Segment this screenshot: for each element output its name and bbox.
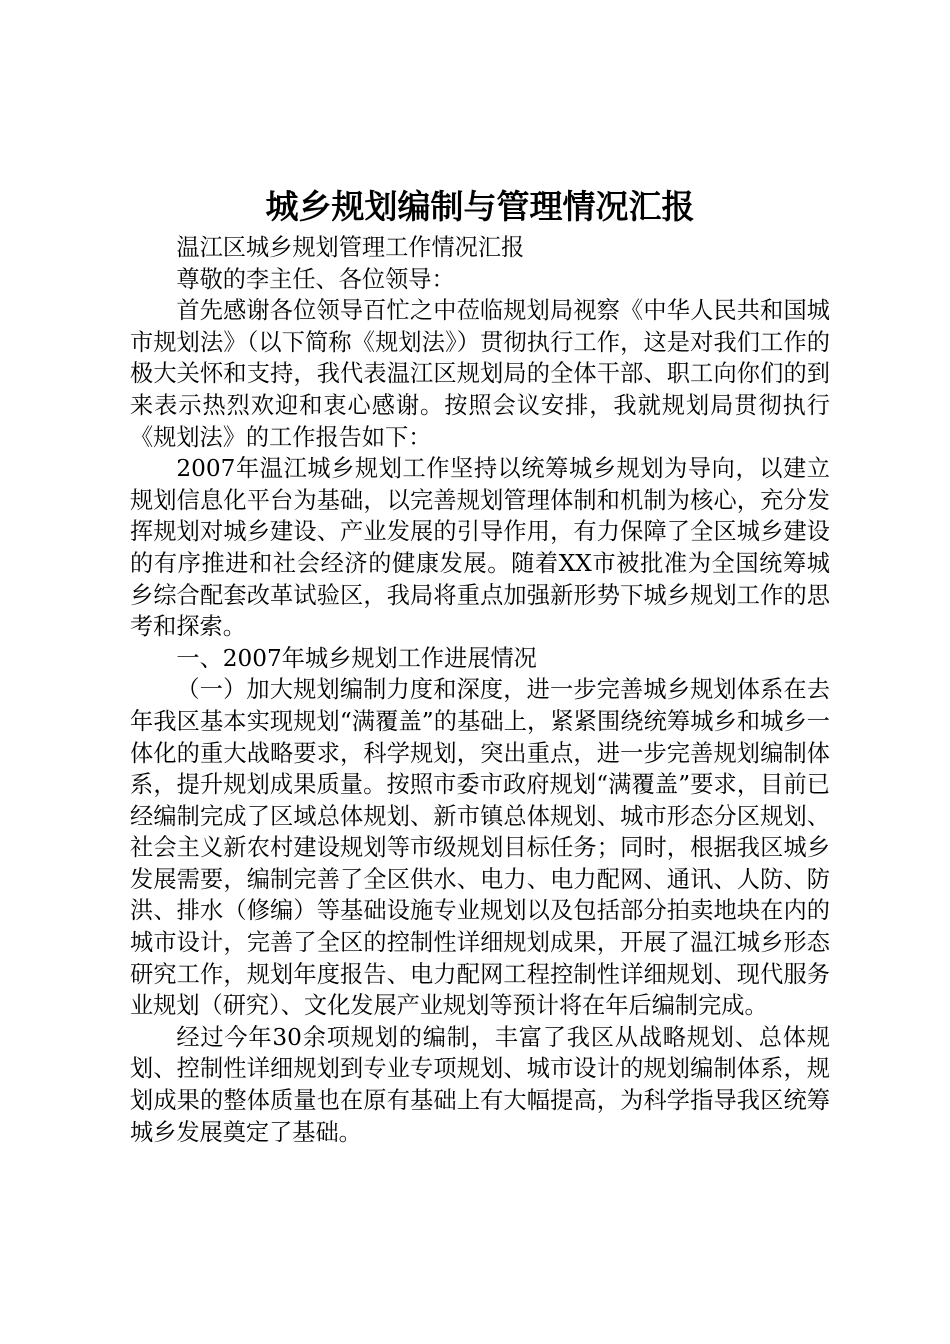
opening-paragraph: 首先感谢各位领导百忙之中莅临规划局视察《中华人民共和国城市规划法》（以下简称《规划法》）贯彻执行工作，这是对我们工作的极大关怀和支持，我代表温江区规划局的全体干部、职工向你们的到来表示热烈欢迎和衷心感谢。按照会议安排，我就规划局贯彻执行《规划法》的工作报告如下：: [130, 297, 830, 451]
subsection-paragraph-1: （一）加大规划编制力度和深度，进一步完善城乡规划体系在去年我区基本实现规划“满覆盖”的基础上，紧紧围绕统筹城乡和城乡一体化的重大战略要求，科学规划，突出重点，进一步完善规划编制体系，提升规划成果质量。按照市委市政府规划“满覆盖”要求，目前已经编制完成了区域总体规划、新市镇总体规划、城市形态分区规划、社会主义新农村建设规划等市级规划目标任务；同时，根据我区城乡发展需要，编制完善了全区供水、电力、电力配网、通讯、人防、防洪、排水（修编）等基础设施专业规划以及包括部分拍卖地块在内的城市设计，完善了全区的控制性详细规划成果，开展了温江城乡形态研究工作，规划年度报告、电力配网工程控制性详细规划、现代服务业规划（研究）、文化发展产业规划等预计将在年后编制完成。: [130, 676, 830, 1020]
document-body: [130, 232, 830, 1148]
document-title: 城乡规划编制与管理情况汇报: [265, 187, 695, 226]
section-heading-1: 一、2007年城乡规划工作进展情况: [176, 644, 537, 672]
summary-paragraph: 经过今年30余项规划的编制，丰富了我区从战略规划、总体规划、控制性详细规划到专业专项规划、城市设计的规划编制体系，规划成果的整体质量也在原有基础上有大幅提高，为科学指导我区统筹城乡发展奠定了基础。: [130, 1023, 830, 1146]
salutation-paragraph: 尊敬的李主任、各位领导：: [176, 265, 455, 293]
report-subtitle-paragraph: 温江区城乡规划管理工作情况汇报: [176, 234, 525, 261]
overview-paragraph: 2007年温江城乡规划工作坚持以统筹城乡规划为导向，以建立规划信息化平台为基础，以完善规划管理体制和机制为核心，充分发挥规划对城乡建设、产业发展的引导作用，有力保障了全区城乡建设的有序推进和社会经济的健康发展。随着XX市被批准为全国统筹城乡综合配套改革试验区，我局将重点加强新形势下城乡规划工作的思考和探索。: [130, 455, 830, 641]
